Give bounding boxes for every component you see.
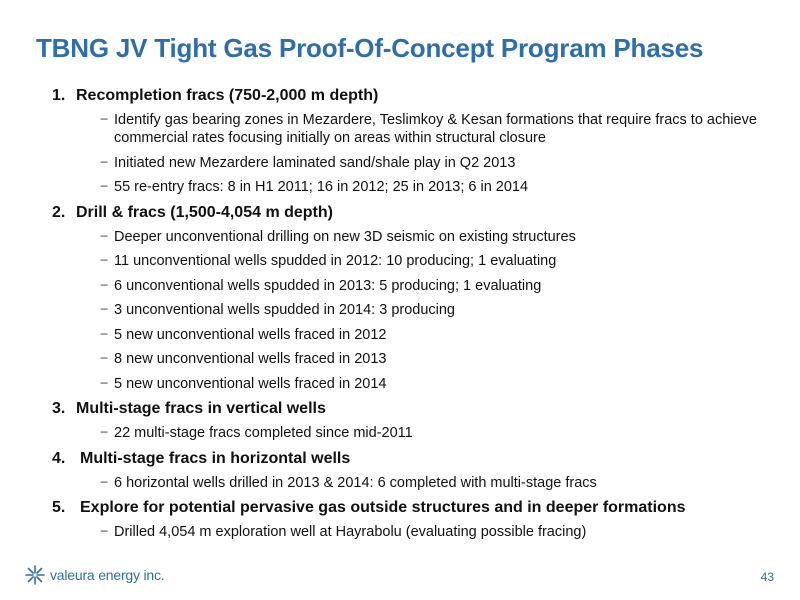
- section-heading-text: Explore for potential pervasive gas outside structures and in deeper formations: [80, 499, 686, 516]
- section-heading-text: Multi-stage fracs in horizontal wells: [80, 449, 351, 467]
- section-heading: [52, 449, 772, 469]
- list-item: [100, 111, 772, 147]
- list-item: [100, 523, 772, 541]
- dash-bullet: −: [100, 425, 109, 441]
- dash-bullet: −: [100, 277, 109, 294]
- logo-text: valeura energy inc.: [50, 567, 165, 583]
- dash-bullet: −: [100, 474, 109, 491]
- section-number: 5.: [52, 499, 66, 516]
- section-number: 1.: [52, 87, 66, 104]
- star-burst-icon: [24, 564, 46, 586]
- dash-bullet: −: [100, 524, 109, 540]
- bullet-text: 8 new unconventional wells fraced in 2013: [114, 351, 387, 367]
- list-item: [100, 277, 772, 295]
- bullet-text: 3 unconventional wells spudded in 2014: 3 producing: [114, 302, 455, 318]
- list-item: [100, 301, 772, 319]
- list-item: [100, 474, 772, 492]
- bullet-text: 22 multi-stage fracs completed since mid-2011: [114, 425, 413, 441]
- bullet-list: [52, 523, 772, 541]
- section-heading: [52, 399, 772, 419]
- dash-bullet: −: [100, 375, 109, 392]
- bullet-text: 6 horizontal wells drilled in 2013 & 2014: 6 completed with multi-stage fracs: [114, 474, 597, 491]
- section-3: [52, 399, 772, 442]
- bullet-list: [52, 424, 772, 442]
- list-item: [100, 252, 772, 270]
- section-heading: [52, 86, 772, 106]
- section-1: [52, 86, 772, 196]
- bullet-text: Drilled 4,054 m exploration well at Hayrabolu (evaluating possible fracing): [114, 524, 587, 540]
- list-item: [100, 326, 772, 344]
- bullet-text: Deeper unconventional drilling on new 3D seismic on existing structures: [114, 228, 576, 245]
- section-number: 3.: [52, 400, 66, 417]
- dash-bullet: −: [100, 253, 109, 269]
- slide-content: [52, 86, 772, 548]
- bullet-list: [52, 111, 772, 196]
- section-heading: [52, 498, 772, 518]
- company-logo: [24, 564, 165, 586]
- list-item: [100, 350, 772, 368]
- section-number: 2.: [52, 203, 66, 221]
- list-item: [100, 178, 772, 196]
- section-5: [52, 498, 772, 541]
- section-number: 4.: [52, 449, 66, 467]
- section-heading: [52, 203, 772, 223]
- list-item: [100, 375, 772, 393]
- dash-bullet: −: [100, 351, 109, 367]
- dash-bullet: −: [100, 154, 109, 171]
- bullet-text: Identify gas bearing zones in Mezardere, Teslimkoy & Kesan formations that require fracs to achieve commercial rates focusing initially on areas within structural closure: [114, 112, 757, 146]
- dash-bullet: −: [100, 228, 109, 245]
- bullet-text: 5 new unconventional wells fraced in 2014: [114, 375, 387, 392]
- list-item: [100, 228, 772, 246]
- bullet-text: 55 re-entry fracs: 8 in H1 2011; 16 in 2012; 25 in 2013; 6 in 2014: [114, 179, 529, 195]
- slide-footer: [0, 556, 800, 600]
- list-item: [100, 424, 772, 442]
- dash-bullet: −: [100, 302, 109, 318]
- slide-title: TBNG JV Tight Gas Proof-Of-Concept Program Phases: [36, 33, 704, 63]
- list-item: [100, 154, 772, 172]
- bullet-text: 5 new unconventional wells fraced in 2012: [114, 326, 387, 343]
- dash-bullet: −: [100, 326, 109, 343]
- dash-bullet: −: [100, 112, 109, 128]
- bullet-text: 11 unconventional wells spudded in 2012: 10 producing; 1 evaluating: [114, 253, 557, 269]
- bullet-list: [52, 228, 772, 393]
- section-heading-text: Recompletion fracs (750-2,000 m depth): [76, 87, 379, 104]
- page-number: 43: [760, 570, 774, 584]
- bullet-text: Initiated new Mezardere laminated sand/shale play in Q2 2013: [114, 154, 516, 171]
- bullet-text: 6 unconventional wells spudded in 2013: 5 producing; 1 evaluating: [114, 277, 542, 294]
- section-heading-text: Multi-stage fracs in vertical wells: [76, 400, 326, 417]
- section-2: [52, 203, 772, 393]
- section-4: [52, 449, 772, 492]
- bullet-list: [52, 474, 772, 492]
- section-heading-text: Drill & fracs (1,500-4,054 m depth): [76, 203, 333, 221]
- dash-bullet: −: [100, 179, 109, 195]
